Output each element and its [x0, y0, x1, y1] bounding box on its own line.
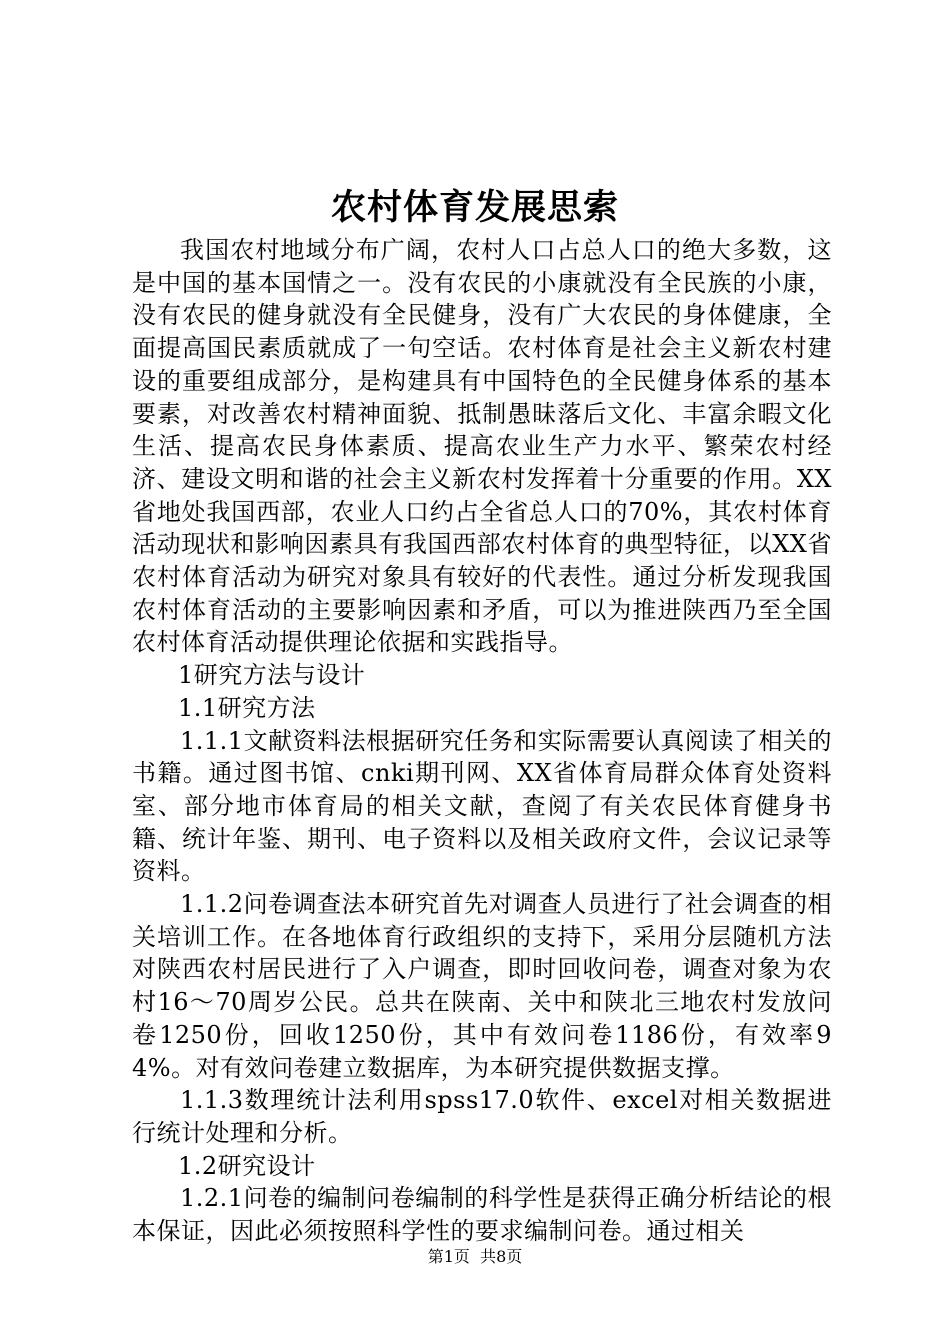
section-heading-1: 1研究方法与设计 [178, 661, 366, 690]
document-body [132, 234, 832, 1248]
subsection-heading-1-1: 1.1研究方法 [178, 693, 316, 722]
intro-paragraph: 我国农村地域分布广阔，农村人口占总人口的绝大多数，这是中国的基本国情之一。没有农民的小康就没有全民族的小康，没有农民的健身就没有全民健身，没有广大农民的身体健康，全面提高国民素质就成了一句空话。农村体育是社会主义新农村建设的重要组成部分，是构建具有中国特色的全民健身体系的基本要素，对改善农村精神面貌、抵制愚昧落后文化、丰富余暇文化生活、提高农民身体素质、提高农业生产力水平、繁荣农村经济、建设文明和谐的社会主义新农村发挥着十分重要的作用。XX省地处我国西部，农业人口约占全省总人口的70%，其农村体育活动现状和影响因素具有我国西部农村体育的典型特征，以XX省农村体育活动为研究对象具有较好的代表性。通过分析发现我国农村体育活动的主要影响因素和矛盾，可以为推进陕西乃至全国农村体育活动提供理论依据和实践指导。 [132, 236, 832, 657]
page-footer [0, 1246, 950, 1268]
page-number: 第1页 [427, 1247, 470, 1266]
paragraph-1-1-3: 1.1.3数理统计法利用spss17.0软件、excel对相关数据进行统计处理和分析。 [132, 1086, 832, 1147]
paragraph-1-1-2: 1.1.2问卷调查法本研究首先对调查人员进行了社会调查的相关培训工作。在各地体育行政组织的支持下，采用分层随机方法对陕西农村居民进行了入户调查，即时回收问卷，调查对象为农村16～70周岁公民。总共在陕南、关中和陕北三地农村发放问卷1250份，回收1250份，其中有效问卷1186份，有效率94%。对有效问卷建立数据库，为本研究提供数据支撑。 [132, 890, 832, 1082]
paragraph-1-2-1: 1.2.1问卷的编制问卷编制的科学性是获得正确分析结论的根本保证，因此必须按照科学性的要求编制问卷。通过相关 [132, 1184, 832, 1246]
page-total: 共8页 [480, 1247, 523, 1266]
paragraph-1-1-1: 1.1.1文献资料法根据研究任务和实际需要认真阅读了相关的书籍。通过图书馆、cnki期刊网、XX省体育局群众体育处资料室、部分地市体育局的相关文献，查阅了有关农民体育健身书籍、统计年鉴、期刊、电子资料以及相关政府文件，会议记录等资料。 [132, 726, 832, 886]
document-title: 农村体育发展思索 [330, 187, 619, 228]
subsection-heading-1-2: 1.2研究设计 [178, 1151, 316, 1180]
footer-separator [470, 1247, 480, 1266]
